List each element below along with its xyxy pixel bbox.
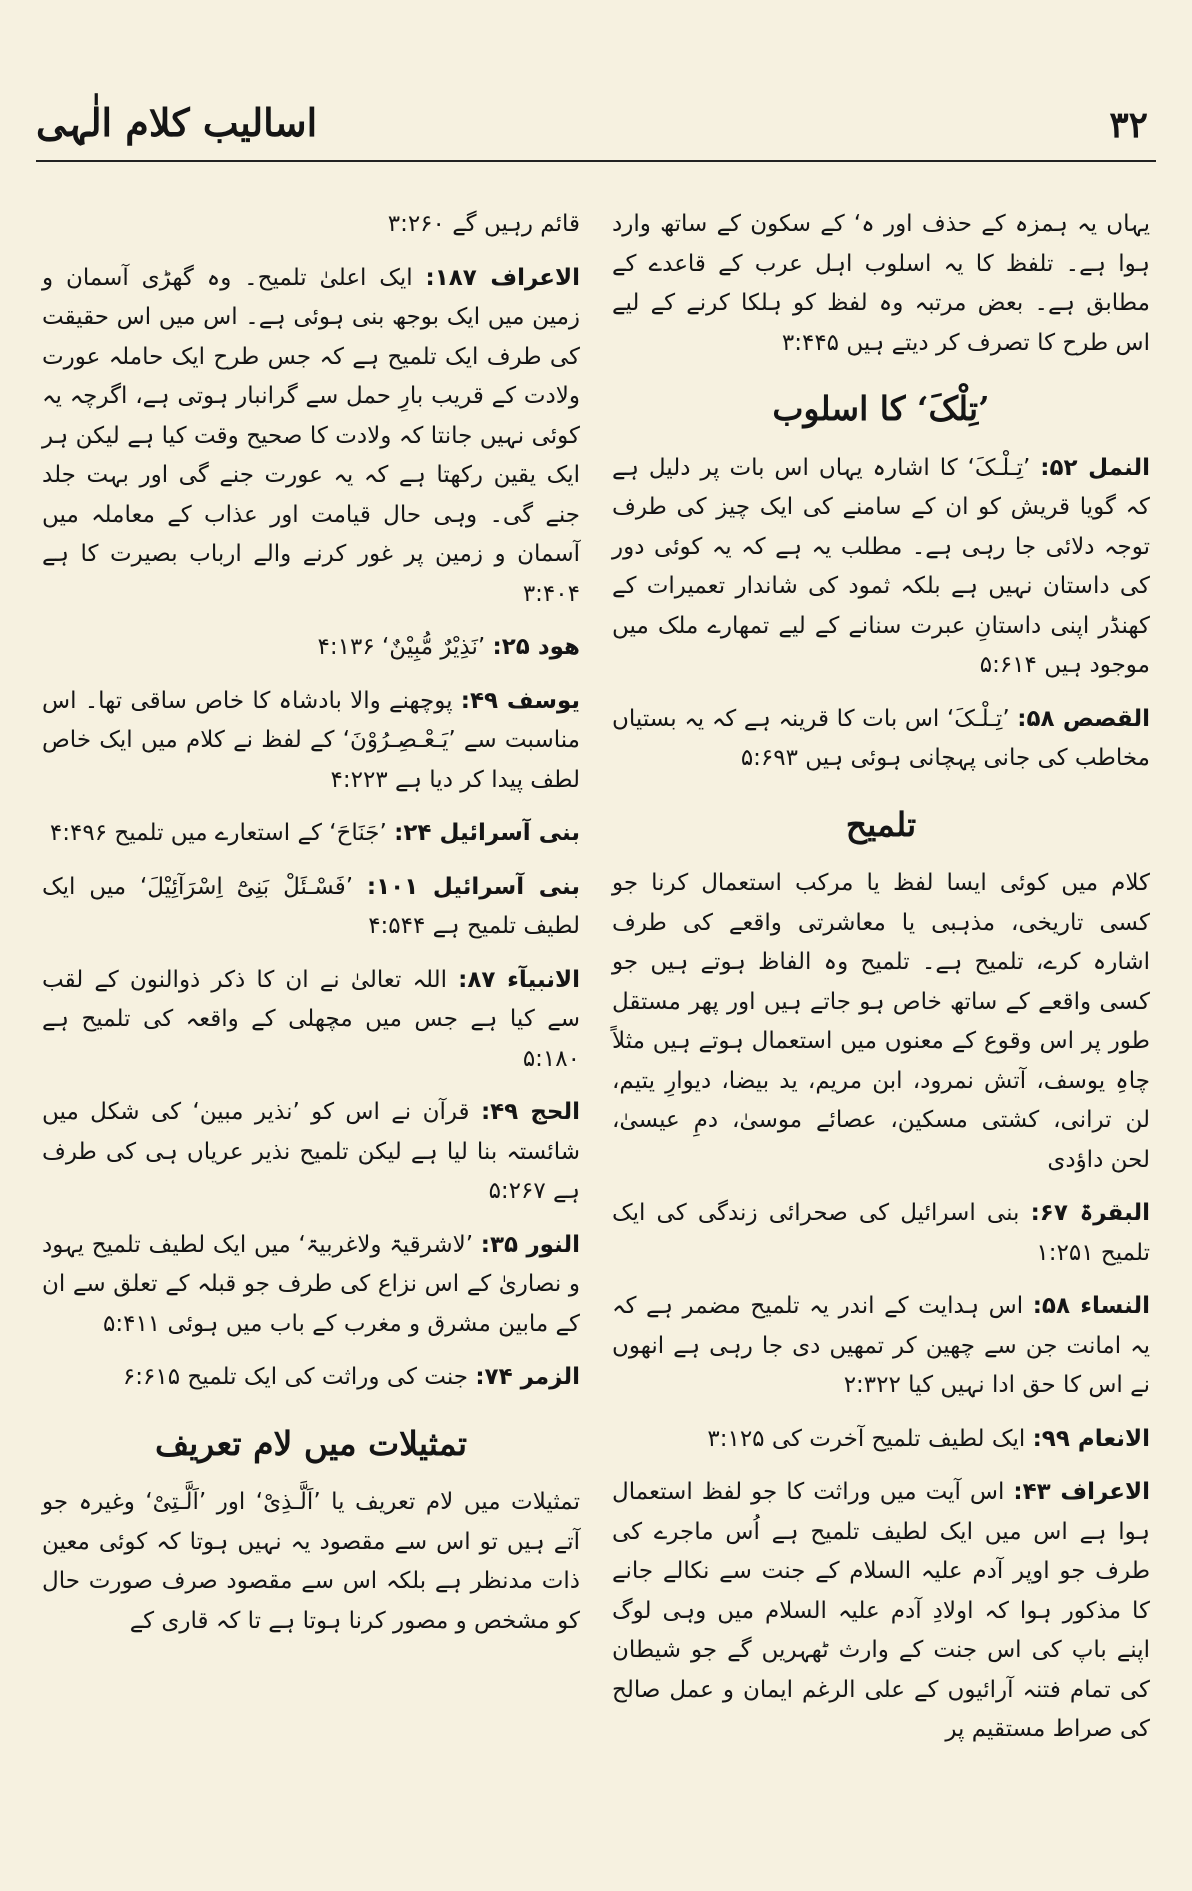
paragraph-text: ’تِـلْـکَ‘ اس بات کا قرینہ ہے کہ یہ بستیاں مخاطب کی جانی پہچانی ہوئی ہیں ۵:۶۹۳ [612,705,1150,771]
verse-reference: الانبیآء ۸۷: [458,966,580,993]
paragraph [612,1287,1150,1406]
paragraph [42,814,580,854]
paragraph [42,628,580,668]
page-header [36,100,1156,156]
paragraph: تمثیلات میں لام تعریف یا ’اَلَّـذِیْ‘ اور ’اَلَّـتِیْ‘ وغیرہ جو آتے ہیں تو اس سے مقصود یہ نہیں ہوتا کہ کوئی معین ذات مدنظر ہے بلکہ اس سے مقصود صرف صورت حال کو مشخص و مصور کرنا ہوتا ہے تا کہ قاری کے [42,1489,580,1634]
paragraph [612,700,1150,779]
paragraph [42,868,580,947]
paragraph-text: ’نَذِیْرٌ مُّبِیْنٌ‘ ۴:۱۳۶ [317,634,493,660]
paragraph [42,961,580,1080]
paragraph [42,682,580,801]
paragraph-text: ایک لطیف تلمیح آخرت کی ۳:۱۲۵ [707,1425,1033,1452]
paragraph: کلام میں کوئی ایسا لفظ یا مرکب استعمال کرنا جو کسی تاریخی، مذہبی یا معاشرتی واقعے کی طرف اشارہ کرے، تلمیح ہے۔ تلمیح وہ الفاظ ہوتے ہیں جو کسی واقعے کے ساتھ خاص ہو جاتے ہیں اور پھر مستقل طور پر اس وقوع کے معنوں میں استعمال ہوتے ہیں مثلاً چاہِ یوسف، آتش نمرود، ابن مریم، ید بیضا، دیوارِ یتیم، لن ترانی، کشتی مسکین، عصائے موسیٰ، دمِ عیسیٰ، لحن داؤدی [612,870,1150,1173]
verse-reference: الزمر ۷۴: [475,1364,580,1390]
verse-reference: یوسف ۴۹: [460,687,581,714]
header-divider [36,160,1156,162]
verse-reference: النمل ۵۲: [1040,454,1150,481]
paragraph [42,1093,580,1212]
paragraph-text: ایک اعلیٰ تلمیح۔ وہ گھڑی آسمان و زمین میں ایک بوجھ بنی ہوئی ہے۔ اس میں اس حقیقت کی طرف ایک تلمیح ہے کہ جس طرح ایک حاملہ عورت ولادت کے قریب بارِ حمل سے گرانبار ہوتی ہے، اگرچہ یہ کوئی نہیں جانتا کہ ولادت کا صحیح وقت کیا ہے لیکن ہر ایک یقین رکھتا ہے کہ یہ عورت جنے گی اور بہت جلد جنے گی۔ وہی حال قیامت اور عذاب کے معاملہ میں آسمان و زمین پر غور کرنے والے ارباب بصیرت کا ہے ۳:۴۰۴ [42,264,580,607]
verse-reference: الاعراف ۱۸۷: [425,264,580,291]
paragraph [612,449,1150,686]
paragraph [42,1358,580,1398]
verse-reference: النور ۳۵: [480,1231,581,1258]
paragraph [612,1473,1150,1750]
paragraph [612,1420,1150,1460]
paragraph-text: پوچھنے والا بادشاہ کا خاص ساقی تھا۔ اس مناسبت سے ’یَـعْـصِـرُوْنَ‘ کے لفظ نے کلام میں ایک خاص لطف پیدا کر دیا ہے ۴:۲۲۳ [42,687,580,793]
verse-reference: القصص ۵۸: [1017,705,1150,732]
section-heading: تلمیح [845,804,917,844]
verse-reference: النساء ۵۸: [1032,1293,1150,1319]
verse-reference: بنی آسرائیل ۱۰۱: [366,873,580,900]
paragraph: یہاں یہ ہمزہ کے حذف اور ہ‘ کے سکون کے ساتھ وارد ہوا ہے۔ تلفظ کا یہ اسلوب اہل عرب کے قاعدے کے مطابق ہے۔ بعض مرتبہ وہ لفظ کو ہلکا کرنے کے لیے اس طرح کا تصرف کر دیتے ہیں ۳:۴۴۵ [612,211,1150,356]
verse-reference: الحج ۴۹: [480,1099,580,1125]
section-heading: تمثیلات میں لام تعریف [154,1423,468,1463]
paragraph [42,1226,580,1345]
page-title: اسالیب کلام الٰہی [36,100,318,145]
verse-reference: بنی آسرائیل ۲۴: [394,820,580,846]
verse-reference: الاعراف ۴۳: [1013,1479,1151,1505]
verse-reference: ھود ۲۵: [492,634,580,660]
paragraph-text: ’فَسْـئَلْ بَنِیْٓ اِسْرَآئِیْلَ‘ میں ایک لطیف تلمیح ہے ۴:۵۴۴ [42,873,580,939]
left-column [42,205,580,1655]
paragraph-text: قرآن نے اس کو ’نذیر مبین‘ کی شکل میں شائستہ بنا لیا ہے لیکن تلمیح نذیر عریاں ہی کی طرف ہے ۵:۲۶۷ [42,1099,580,1204]
paragraph-text: جنت کی وراثت کی ایک تلمیح ۶:۶۱۵ [122,1364,476,1390]
verse-reference: البقرۃ ۶۷: [1030,1200,1150,1226]
paragraph-text: ’تِـلْـکَ‘ کا اشارہ یہاں اس بات پر دلیل ہے کہ گویا قریش کو ان کے سامنے کی ایک چیز کی طرف توجہ دلائی جا رہی ہے۔ مطلب یہ ہے کہ یہ کوئی دور کی داستان نہیں ہے بلکہ ثمود کی شاندار تعمیرات کے کھنڈر اپنی داستانِ عبرت سنانے کے لیے تمھارے ملک میں موجود ہیں ۵:۶۱۴ [612,454,1150,678]
section-heading: ’تِلْکَ‘ کا اسلوب [772,389,990,428]
paragraph-text: اس آیت میں وراثت کا جو لفظ استعمال ہوا ہے اس میں ایک لطیف تلمیح ہے اُس ماجرے کی طرف جو اوپر آدم علیہ السلام کے جنت سے نکالے جانے کا مذکور ہوا کہ اولادِ آدم علیہ السلام میں وہی لوگ اپنے باپ کی اس جنت کے وارث ٹھہریں گے جو شیطان کی تمام فتنہ آرائیوں کے علی الرغم ایمان و عمل صالح کی صراط مستقیم پر [612,1479,1150,1742]
paragraph-text: بنی اسرائیل کی صحرائی زندگی کی ایک تلمیح ۱:۲۵۱ [612,1200,1150,1266]
paragraph-text: ’جَنَاحَ‘ کے استعارے میں تلمیح ۴:۴۹۶ [49,820,395,846]
right-column [612,205,1150,1764]
page-number: ۳۲ [1109,104,1148,146]
paragraph-text: ’لاشرقیۃ ولاغربیۃ‘ میں ایک لطیف تلمیح یہود و نصاریٰ کے اس نزاع کی طرف جو قبلہ کے تعلق سے ان کے مابین مشرق و مغرب کے باب میں ہوئی ۵:۴۱۱ [42,1231,580,1337]
verse-reference: الانعام ۹۹: [1032,1425,1150,1452]
paragraph-text: اللہ تعالیٰ نے ان کا ذکر ذوالنون کے لقب سے کیا ہے جس میں مچھلی کے واقعہ کی تلمیح ہے ۵:۱۸۰ [42,966,580,1072]
paragraph-text: اس ہدایت کے اندر یہ تلمیح مضمر ہے کہ یہ امانت جن سے چھین کر تمھیں دی جا رہی ہے انھوں نے اس کا حق ادا نہیں کیا ۲:۳۲۲ [612,1293,1150,1398]
paragraph [42,259,580,615]
paragraph: قائم رہیں گے ۳:۲۶۰ [387,211,580,237]
paragraph [612,1194,1150,1273]
